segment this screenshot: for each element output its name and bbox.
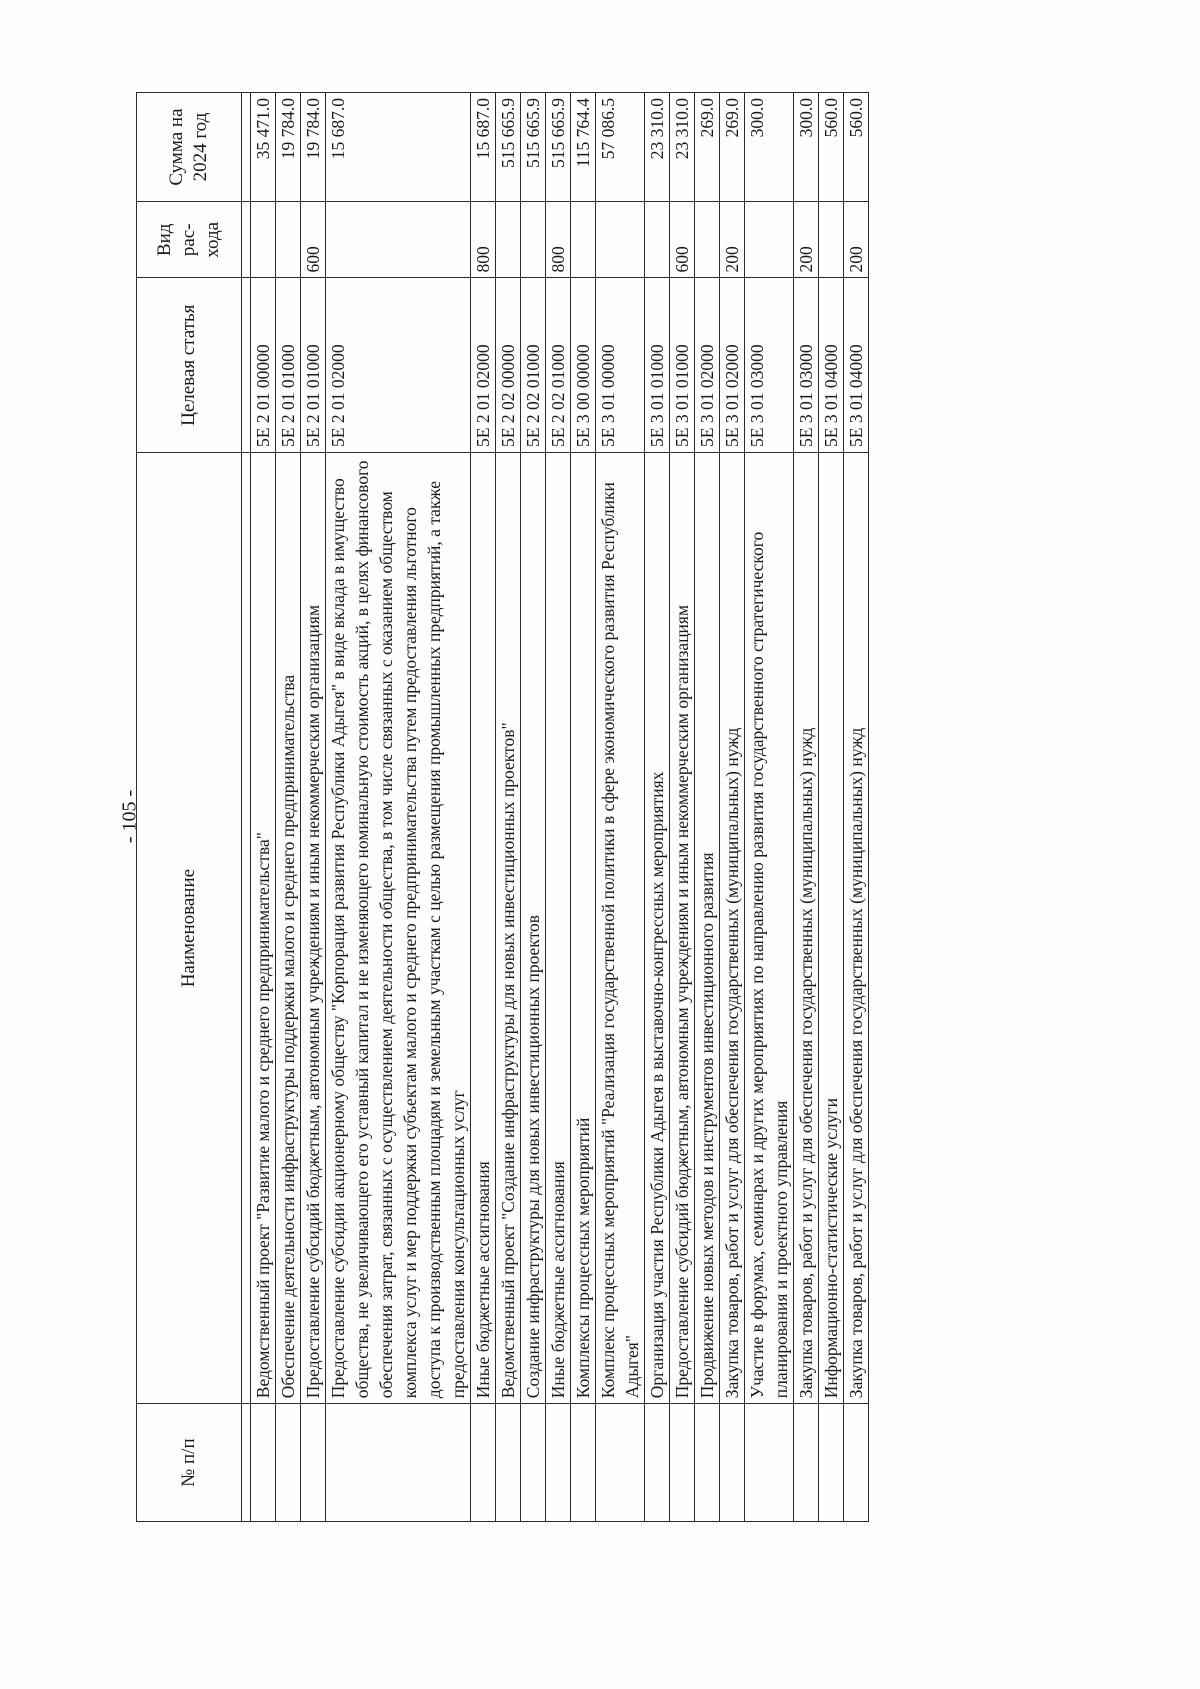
row-name: Закупка товаров, работ и услуг для обеспечения государственных (муниципальных) нужд	[794, 453, 819, 1404]
row-code: 5Е 3 01 01000	[645, 278, 670, 453]
table-row	[794, 93, 819, 1522]
row-num-cell	[794, 1404, 819, 1522]
row-amount: 269.0	[720, 93, 745, 202]
row-code: 5Е 2 02 01000	[546, 278, 571, 453]
row-num-cell	[720, 1404, 745, 1522]
row-num-cell	[645, 1404, 670, 1522]
budget-table	[136, 92, 869, 1522]
row-kind	[326, 202, 471, 278]
row-num-cell	[745, 1404, 794, 1522]
row-name: Участие в форумах, семинарах и других мероприятиях по направлению развития государственного стратегического планирования и проектного управления	[745, 453, 794, 1404]
row-name: Ведомственный проект "Развитие малого и среднего предпринимательства"	[251, 453, 276, 1404]
row-name: Обеспечение деятельности инфраструктуры поддержки малого и среднего предпринимательства	[276, 453, 301, 1404]
row-kind: 200	[720, 202, 745, 278]
row-name: Организация участия Республики Адыгея в выставочно-конгрессных мероприятиях	[645, 453, 670, 1404]
row-num-cell	[521, 1404, 546, 1522]
header-spacer-row	[242, 93, 251, 1522]
row-amount: 23 310.0	[645, 93, 670, 202]
row-code: 5Е 3 01 02000	[720, 278, 745, 453]
row-amount: 269.0	[695, 93, 720, 202]
row-code: 5Е 3 01 04000	[844, 278, 869, 453]
row-name: Информационно-статистические услуги	[819, 453, 844, 1404]
table-row	[819, 93, 844, 1522]
row-code: 5Е 2 02 00000	[496, 278, 521, 453]
row-kind	[596, 202, 645, 278]
page-number: - 105 -	[118, 789, 141, 844]
row-amount: 15 687.0	[326, 93, 471, 202]
row-amount: 35 471.0	[251, 93, 276, 202]
table-row	[326, 93, 471, 1522]
row-num-cell	[546, 1404, 571, 1522]
row-kind	[496, 202, 521, 278]
row-amount: 515 665.9	[521, 93, 546, 202]
row-kind	[745, 202, 794, 278]
row-kind: 200	[844, 202, 869, 278]
row-name: Предоставление субсидии акционерному обществу "Корпорация развития Республики Адыгея" в виде вклада в имущество общества, не увеличивающего его уставный капитал и не изменяющего номинальную стоимость акций, в целях финансового обеспечения затрат, связанных с осуществлением деятельности общества, в том числе связанных с оказанием обществом комплекса услуг и мер поддержки субъектам малого и среднего предпринимательства путем предоставления льготного доступа к производственным площадям и земельным участкам с целью размещения промышленных предприятий, а также предоставления консультационных услуг	[326, 453, 471, 1404]
table-row	[571, 93, 596, 1522]
row-num-cell	[301, 1404, 326, 1522]
row-num-cell	[276, 1404, 301, 1522]
table-row	[471, 93, 496, 1522]
row-num-cell	[819, 1404, 844, 1522]
table-row	[844, 93, 869, 1522]
row-name: Иные бюджетные ассигнования	[471, 453, 496, 1404]
row-code: 5Е 2 02 01000	[521, 278, 546, 453]
row-name: Предоставление субсидий бюджетным, автономным учреждениям и иным некоммерческим организациям	[301, 453, 326, 1404]
row-amount: 115 764.4	[571, 93, 596, 202]
table-row	[276, 93, 301, 1522]
row-kind: 200	[794, 202, 819, 278]
row-amount: 23 310.0	[670, 93, 695, 202]
header-name: Наименование	[137, 453, 242, 1404]
row-kind	[645, 202, 670, 278]
row-name: Закупка товаров, работ и услуг для обеспечения государственных (муниципальных) нужд	[844, 453, 869, 1404]
row-amount: 15 687.0	[471, 93, 496, 202]
table-row	[670, 93, 695, 1522]
row-num-cell	[844, 1404, 869, 1522]
row-amount: 300.0	[745, 93, 794, 202]
table-row	[596, 93, 645, 1522]
row-num-cell	[496, 1404, 521, 1522]
row-code: 5Е 3 01 03000	[745, 278, 794, 453]
row-amount: 560.0	[844, 93, 869, 202]
table-row	[745, 93, 794, 1522]
row-kind	[819, 202, 844, 278]
row-amount: 57 086.5	[596, 93, 645, 202]
row-name: Комплексы процессных мероприятий	[571, 453, 596, 1404]
row-name: Предоставление субсидий бюджетным, автономным учреждениям и иным некоммерческим организациям	[670, 453, 695, 1404]
row-num-cell	[670, 1404, 695, 1522]
table-row	[720, 93, 745, 1522]
row-amount: 560.0	[819, 93, 844, 202]
table-row	[496, 93, 521, 1522]
row-num-cell	[471, 1404, 496, 1522]
row-name: Создание инфраструктуры для новых инвестиционных проектов	[521, 453, 546, 1404]
row-code: 5Е 2 01 01000	[276, 278, 301, 453]
row-code: 5Е 2 01 00000	[251, 278, 276, 453]
row-name: Комплекс процессных мероприятий "Реализация государственной политики в сфере экономического развития Республики Адыгея"	[596, 453, 645, 1404]
row-code: 5Е 3 00 00000	[571, 278, 596, 453]
table-row	[546, 93, 571, 1522]
row-kind	[571, 202, 596, 278]
row-kind	[251, 202, 276, 278]
row-code: 5Е 3 01 04000	[819, 278, 844, 453]
row-kind	[276, 202, 301, 278]
header-num: № п/п	[137, 1404, 242, 1522]
row-kind	[695, 202, 720, 278]
header-code: Целевая статья	[137, 278, 242, 453]
table-row	[251, 93, 276, 1522]
row-amount: 515 665.9	[546, 93, 571, 202]
row-code: 5Е 2 01 02000	[326, 278, 471, 453]
row-amount: 19 784.0	[276, 93, 301, 202]
row-kind: 800	[546, 202, 571, 278]
table-row	[301, 93, 326, 1522]
row-kind: 800	[471, 202, 496, 278]
row-code: 5Е 3 01 00000	[596, 278, 645, 453]
row-code: 5Е 3 01 03000	[794, 278, 819, 453]
row-kind: 600	[670, 202, 695, 278]
row-amount: 515 665.9	[496, 93, 521, 202]
rotated-table-wrapper	[136, 92, 866, 1522]
row-num-cell	[251, 1404, 276, 1522]
row-num-cell	[596, 1404, 645, 1522]
table-row	[695, 93, 720, 1522]
table-header-row	[137, 93, 242, 1522]
row-num-cell	[571, 1404, 596, 1522]
header-amount: Сумма на 2024 год	[137, 93, 242, 202]
row-name: Иные бюджетные ассигнования	[546, 453, 571, 1404]
row-code: 5Е 3 01 01000	[670, 278, 695, 453]
row-num-cell	[695, 1404, 720, 1522]
row-name: Продвижение новых методов и инструментов инвестиционного развития	[695, 453, 720, 1404]
row-code: 5Е 2 01 01000	[301, 278, 326, 453]
row-name: Ведомственный проект "Создание инфраструктуры для новых инвестиционных проектов"	[496, 453, 521, 1404]
table-row	[645, 93, 670, 1522]
row-amount: 19 784.0	[301, 93, 326, 202]
row-kind: 600	[301, 202, 326, 278]
row-code: 5Е 3 01 02000	[695, 278, 720, 453]
header-kind: Вид рас-хода	[137, 202, 242, 278]
row-num-cell	[326, 1404, 471, 1522]
row-kind	[521, 202, 546, 278]
row-amount: 300.0	[794, 93, 819, 202]
row-code: 5Е 2 01 02000	[471, 278, 496, 453]
table-row	[521, 93, 546, 1522]
row-name: Закупка товаров, работ и услуг для обеспечения государственных (муниципальных) нужд	[720, 453, 745, 1404]
